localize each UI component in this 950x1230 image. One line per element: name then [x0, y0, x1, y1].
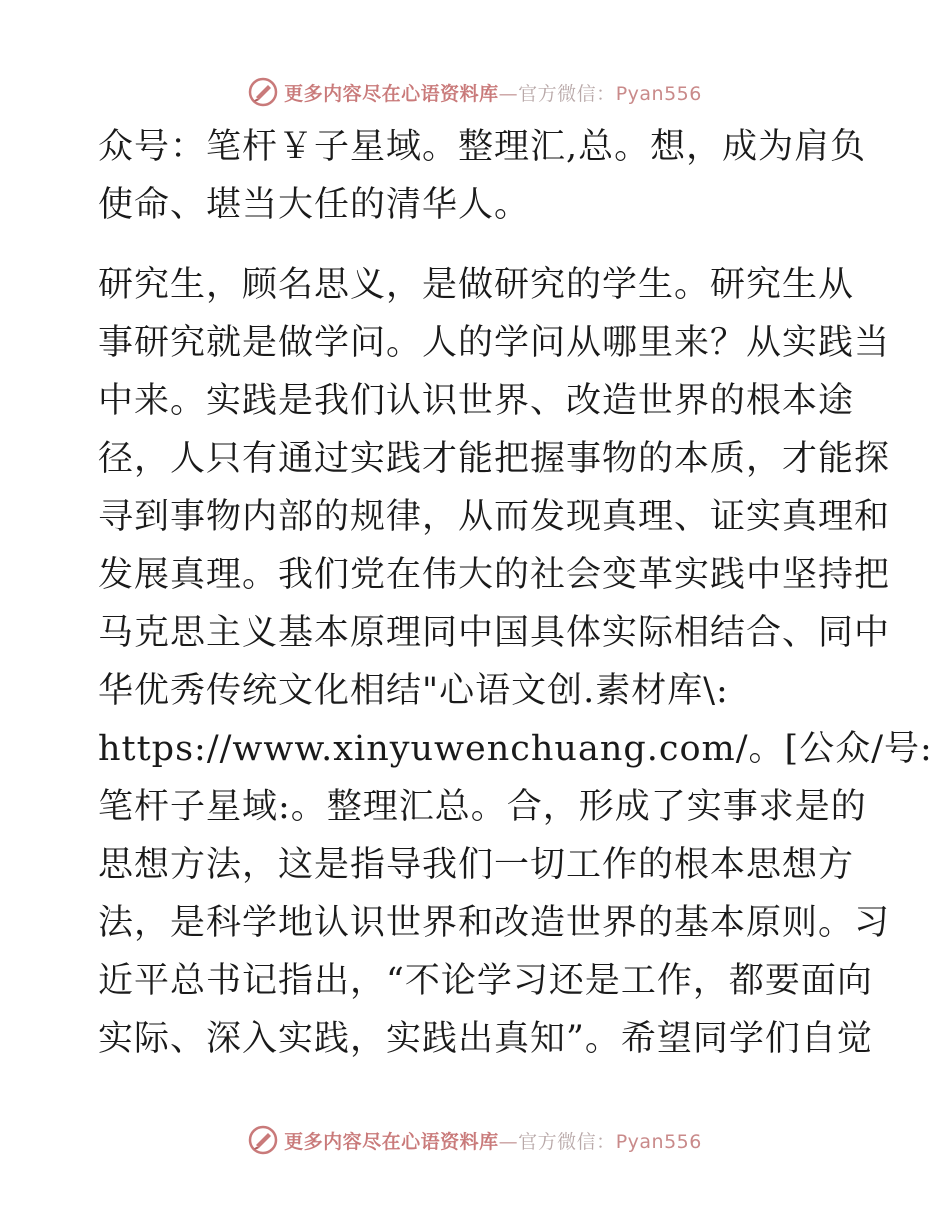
text-line: 寻到事物内部的规律，从而发现真理、证实真理和: [98, 497, 891, 537]
brush-seal-icon: [248, 77, 278, 107]
text-line: 研究生，顾名思义，是做研究的学生。研究生从: [98, 265, 855, 305]
footer-watermark: [0, 1120, 950, 1160]
watermark-brand: 更多内容尽在心语资料库: [284, 82, 499, 105]
text-line: https://www.xinyuwenchuang.com/。[公众/号:: [98, 729, 933, 769]
text-line: 事研究就是做学问。人的学问从哪里来？从实践当: [98, 323, 891, 363]
watermark-wechat-id: Pyan556: [615, 1130, 702, 1153]
text-line: 使命、堪当大任的清华人。: [98, 185, 531, 225]
paragraph: [98, 118, 867, 234]
text-line: 思想方法，这是指导我们一切工作的根本思想方: [98, 845, 855, 885]
text-line: 众号：笔杆￥子星域。整理汇,总。想，成为肩负: [98, 127, 867, 167]
text-line: 笔杆子星域:。整理汇总。合，形成了实事求是的: [98, 787, 867, 827]
text-line: 实际、深入实践，实践出真知”。希望同学们自觉: [98, 1019, 873, 1059]
paragraph-gap: [98, 234, 858, 256]
header-watermark: [0, 72, 950, 112]
watermark-separator: —: [498, 82, 519, 105]
watermark-text: [284, 1127, 702, 1154]
document-body: [98, 118, 933, 1068]
watermark-wechat-id: Pyan556: [615, 82, 702, 105]
text-line: 马克思主义基本原理同中国具体实际相结合、同中: [98, 613, 891, 653]
watermark-official-label: 官方微信：: [518, 1130, 616, 1153]
watermark-separator: —: [498, 1130, 519, 1153]
watermark-text: [284, 79, 702, 106]
text-line: 近平总书记指出，“不论学习还是工作，都要面向: [98, 961, 873, 1001]
watermark-brand: 更多内容尽在心语资料库: [284, 1130, 499, 1153]
text-line: 中来。实践是我们认识世界、改造世界的根本途: [98, 381, 855, 421]
text-line: 发展真理。我们党在伟大的社会变革实践中坚持把: [98, 555, 891, 595]
text-line: 径，人只有通过实践才能把握事物的本质，才能探: [98, 439, 891, 479]
text-line: 法，是科学地认识世界和改造世界的基本原则。习: [98, 903, 891, 943]
brush-seal-icon: [248, 1125, 278, 1155]
text-line: 华优秀传统文化相结"心语文创.素材库\:: [98, 671, 729, 711]
paragraph: [98, 256, 933, 1068]
watermark-official-label: 官方微信：: [518, 82, 616, 105]
